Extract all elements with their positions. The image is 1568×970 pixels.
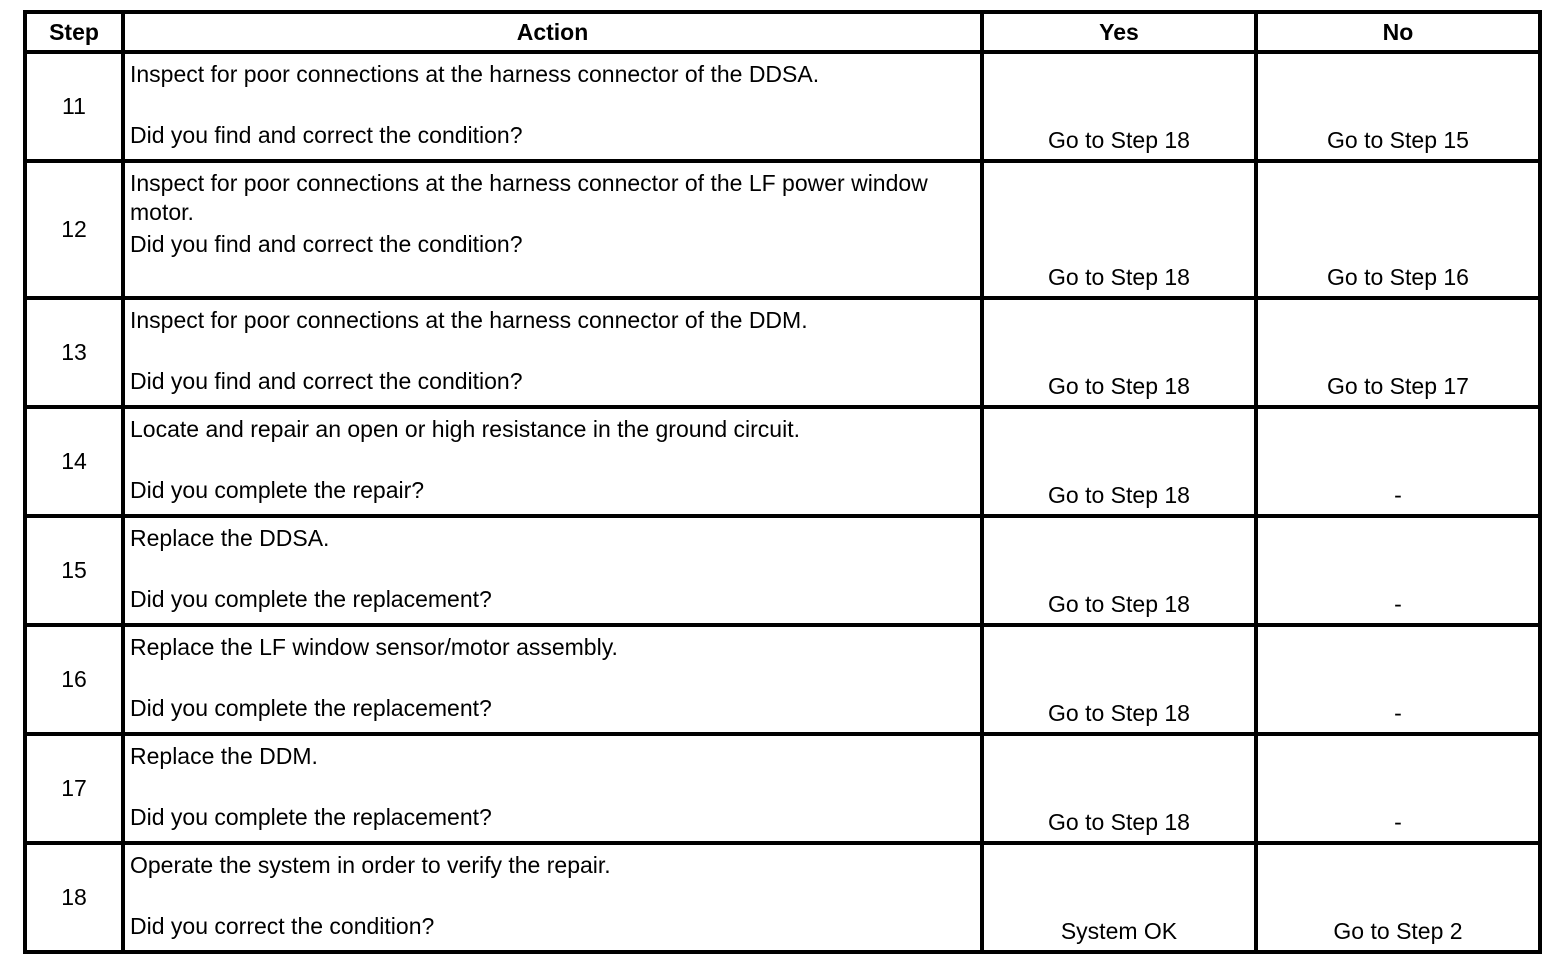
no-result: -	[1256, 407, 1540, 516]
action-instruction: Operate the system in order to verify the repair.	[130, 852, 611, 878]
action-question: Did you find and correct the condition?	[130, 368, 523, 394]
yes-result: Go to Step 18	[982, 161, 1256, 298]
action-question: Did you correct the condition?	[130, 913, 435, 939]
action-question: Did you complete the repair?	[130, 477, 425, 503]
action-cell	[123, 52, 982, 161]
step-number: 18	[25, 843, 123, 952]
table-row	[25, 298, 1540, 407]
step-number: 13	[25, 298, 123, 407]
no-result: -	[1256, 516, 1540, 625]
no-result: Go to Step 16	[1256, 161, 1540, 298]
yes-result: Go to Step 18	[982, 516, 1256, 625]
yes-result: Go to Step 18	[982, 625, 1256, 734]
action-instruction: Replace the DDSA.	[130, 525, 330, 551]
yes-result: Go to Step 18	[982, 298, 1256, 407]
table-row	[25, 161, 1540, 298]
yes-result: System OK	[982, 843, 1256, 952]
header-no: No	[1256, 12, 1540, 52]
table-row	[25, 734, 1540, 843]
action-cell	[123, 161, 982, 298]
action-cell	[123, 516, 982, 625]
no-result: Go to Step 2	[1256, 843, 1540, 952]
action-instruction: Replace the DDM.	[130, 743, 318, 769]
step-number: 14	[25, 407, 123, 516]
yes-result: Go to Step 18	[982, 734, 1256, 843]
yes-result: Go to Step 18	[982, 407, 1256, 516]
header-step: Step	[25, 12, 123, 52]
table-row	[25, 52, 1540, 161]
action-instruction: Replace the LF window sensor/motor assembly.	[130, 634, 618, 660]
action-cell	[123, 625, 982, 734]
step-number: 12	[25, 161, 123, 298]
header-row	[25, 12, 1540, 52]
action-question: Did you complete the replacement?	[130, 586, 492, 612]
action-instruction: Locate and repair an open or high resistance in the ground circuit.	[130, 416, 800, 442]
action-cell	[123, 843, 982, 952]
header-yes: Yes	[982, 12, 1256, 52]
table-row	[25, 407, 1540, 516]
action-cell	[123, 734, 982, 843]
table-row	[25, 625, 1540, 734]
header-action: Action	[123, 12, 982, 52]
step-number: 11	[25, 52, 123, 161]
no-result: Go to Step 15	[1256, 52, 1540, 161]
no-result: Go to Step 17	[1256, 298, 1540, 407]
action-cell	[123, 298, 982, 407]
action-cell	[123, 407, 982, 516]
yes-result: Go to Step 18	[982, 52, 1256, 161]
action-question: Did you find and correct the condition?	[130, 231, 523, 257]
step-number: 16	[25, 625, 123, 734]
table-row	[25, 843, 1540, 952]
action-question: Did you find and correct the condition?	[130, 122, 523, 148]
table-row	[25, 516, 1540, 625]
action-instruction: Inspect for poor connections at the harness connector of the DDSA.	[130, 61, 820, 87]
step-number: 17	[25, 734, 123, 843]
action-question: Did you complete the replacement?	[130, 695, 492, 721]
step-number: 15	[25, 516, 123, 625]
action-question: Did you complete the replacement?	[130, 804, 492, 830]
diagnostic-table	[23, 10, 1542, 954]
no-result: -	[1256, 625, 1540, 734]
no-result: -	[1256, 734, 1540, 843]
action-instruction: Inspect for poor connections at the harness connector of the LF power window motor.	[130, 170, 928, 225]
action-instruction: Inspect for poor connections at the harness connector of the DDM.	[130, 307, 808, 333]
